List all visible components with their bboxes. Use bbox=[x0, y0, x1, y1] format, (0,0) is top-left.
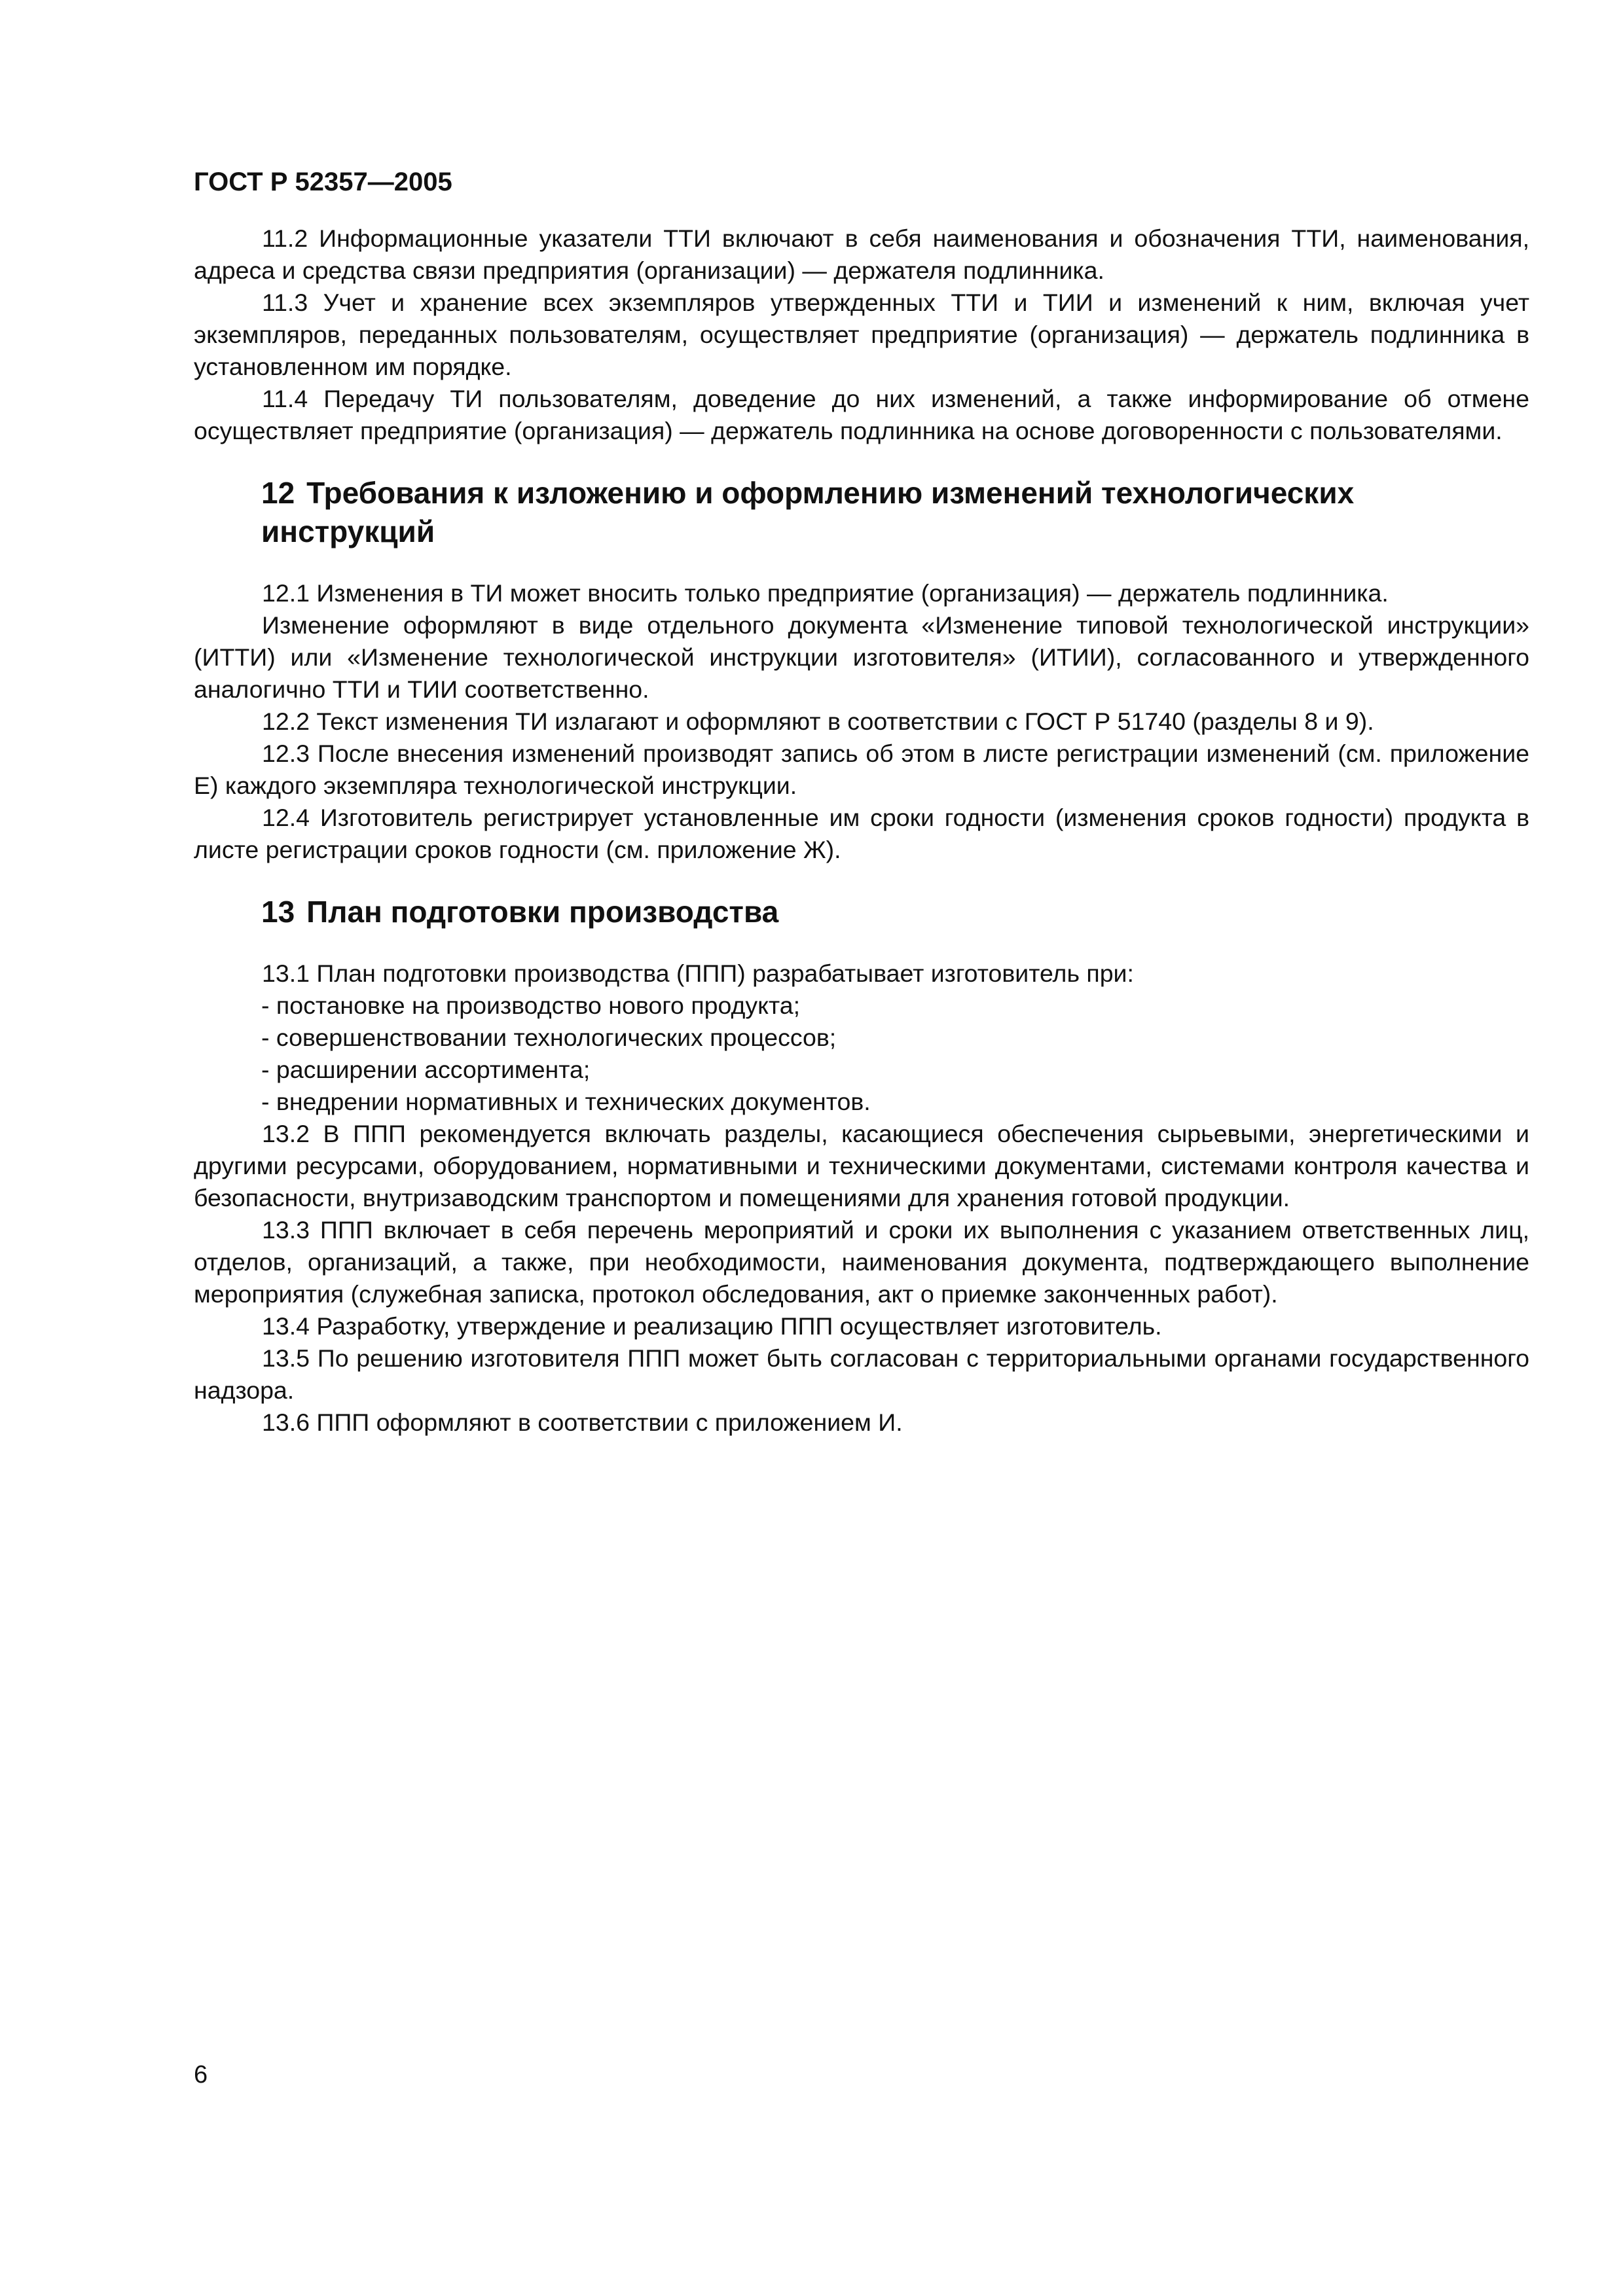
paragraph-11-2: 11.2 Информационные указатели ТТИ включают в себя наименования и обозначения ТТИ, наименования, адреса и средства связи предприятия (организации) — держателя подлинника. bbox=[194, 224, 1529, 284]
page-number: 6 bbox=[194, 2061, 208, 2089]
paragraph-13-5: 13.5 По решению изготовителя ППП может быть согласован с территориальными органами государственного надзора. bbox=[194, 1344, 1529, 1404]
paragraph-12-4: 12.4 Изготовитель регистрирует установленные им сроки годности (изменения сроков годности) продукта в листе регистрации сроков годности (см. приложение Ж). bbox=[194, 804, 1529, 863]
paragraph-13-3: 13.3 ППП включает в себя перечень мероприятий и сроки их выполнения с указанием ответственных лиц, отделов, организаций, а также, при необходимости, наименования документа, подтверждающего выполнение мероприятия (служебная записка, протокол обследования, акт о приемке законченных работ). bbox=[194, 1216, 1529, 1308]
section-13 bbox=[194, 958, 1529, 1439]
section-12-number: 12 bbox=[261, 476, 295, 510]
page-body bbox=[194, 223, 1529, 1439]
paragraph-12-1-continuation: Изменение оформляют в виде отдельного документа «Изменение типовой технологической инструкции» (ИТТИ) или «Изменение технологической инструкции изготовителя» (ИТИИ), согласованного и утвержденного аналогично ТТИ и ТИИ соответственно. bbox=[194, 611, 1529, 703]
list-item: - совершенствовании технологических процессов; bbox=[261, 1024, 837, 1051]
list-item: - расширении ассортимента; bbox=[261, 1056, 591, 1083]
section-11 bbox=[194, 223, 1529, 447]
section-12-heading bbox=[194, 474, 1529, 551]
paragraph-11-4: 11.4 Передачу ТИ пользователям, доведение до них изменений, а также информирование об отмене осуществляет предприятие (организация) — держатель подлинника на основе договоренности с пользователями. bbox=[194, 385, 1529, 444]
paragraph-12-1: 12.1 Изменения в ТИ может вносить только предприятие (организация) — держатель подлинника. bbox=[262, 579, 1389, 607]
section-13-heading bbox=[194, 893, 1529, 931]
paragraph-12-2: 12.2 Текст изменения ТИ излагают и оформляют в соответствии с ГОСТ Р 51740 (разделы 8 и 9). bbox=[262, 708, 1374, 735]
paragraph-13-1: 13.1 План подготовки производства (ППП) разрабатывает изготовитель при: bbox=[262, 960, 1134, 987]
paragraph-12-3: 12.3 После внесения изменений производят запись об этом в листе регистрации изменений (см. приложение Е) каждого экземпляра технологической инструкции. bbox=[194, 740, 1529, 799]
paragraph-13-4: 13.4 Разработку, утверждение и реализацию ППП осуществляет изготовитель. bbox=[262, 1312, 1162, 1340]
list-item: - внедрении нормативных и технических документов. bbox=[261, 1088, 871, 1115]
paragraph-13-6: 13.6 ППП оформляют в соответствии с приложением И. bbox=[262, 1408, 903, 1436]
document-code-header: ГОСТ Р 52357—2005 bbox=[194, 168, 452, 196]
section-12-title: Требования к изложению и оформлению изменений технологических инструкций bbox=[261, 476, 1355, 548]
paragraph-11-3: 11.3 Учет и хранение всех экземпляров утвержденных ТТИ и ТИИ и изменений к ним, включая учет экземпляров, переданных пользователям, осуществляет предприятие (организация) — держатель подлинника в установленном им порядке. bbox=[194, 289, 1529, 380]
paragraph-13-2: 13.2 В ППП рекомендуется включать разделы, касающиеся обеспечения сырьевыми, энергетическими и другими ресурсами, оборудованием, нормативными и техническими документами, системами контроля качества и безопасности, внутризаводским транспортом и помещениями для хранения готовой продукции. bbox=[194, 1120, 1529, 1211]
list-item: - постановке на производство нового продукта; bbox=[261, 992, 801, 1019]
section-13-title: План подготовки производства bbox=[306, 895, 779, 929]
section-13-number: 13 bbox=[261, 895, 295, 929]
section-12 bbox=[194, 577, 1529, 866]
